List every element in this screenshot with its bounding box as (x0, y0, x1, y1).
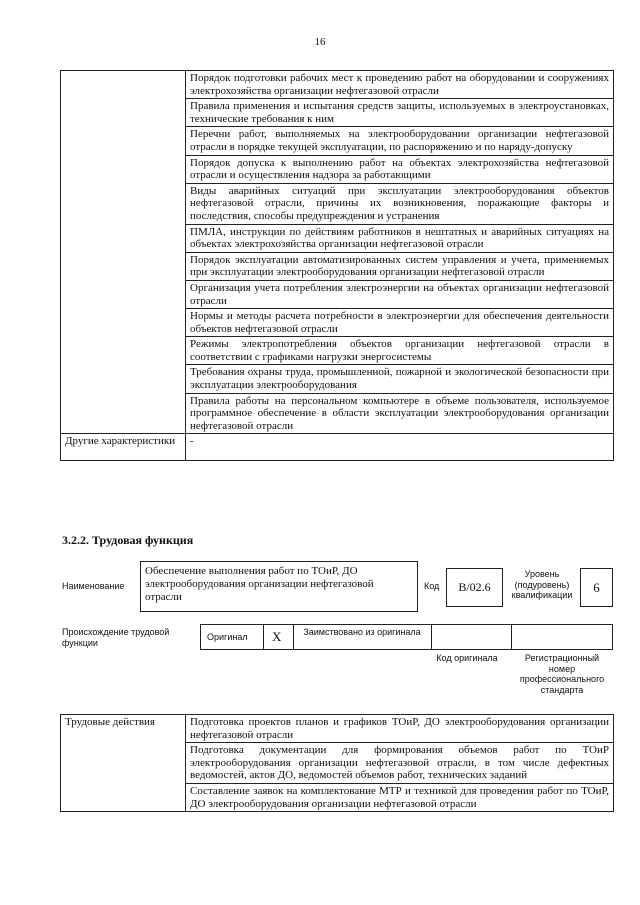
table-cell: Организация учета потребления электроэнергии на объектах организации нефтегазовой отрасли (186, 280, 614, 308)
original-cell (201, 625, 264, 649)
table-cell: Режимы электропотребления объектов организации нефтегазовой отрасли в соответствии с графиками нагрузки энергосистемы (186, 337, 614, 365)
table-cell: ПМЛА, инструкции по действиям работников в нештатных и аварийных ситуациях на объектах электрохозяйства организации нефтегазовой отрасли (186, 224, 614, 252)
origin-label: Происхождение трудовой функции (62, 627, 170, 648)
origin-row (200, 624, 613, 650)
labor-actions-label: Трудовые действия (61, 715, 186, 812)
table-cell: Порядок допуска к выполнению работ на объектах электрохозяйства нефтегазовой отрасли и осуществления надзора за работающими (186, 155, 614, 183)
table-cell: Подготовка проектов планов и графиков ТОиР, ДО электрооборудования организации нефтегазовой отрасли (186, 715, 614, 743)
table-cell: Требования охраны труда, промышленной, пожарной и экологической безопасности при эксплуатации электрооборудования (186, 365, 614, 393)
table-row (61, 434, 614, 461)
table-cell: Порядок эксплуатации автоматизированных систем управления и учета, применяемых при эксплуатации электрооборудования организации нефтегазовой отрасли (186, 252, 614, 280)
borrowed-label: Заимствовано из оригинала (303, 627, 421, 637)
table-cell: Правила применения и испытания средств защиты, используемых в электроустановках, технические требования к ним (186, 99, 614, 127)
code-label: Код (424, 581, 440, 591)
section-title: 3.2.2. Трудовая функция (62, 533, 194, 547)
table-row (61, 715, 614, 743)
table-cell: Правила работы на персональном компьютере в объеме пользователя, используемое программное обеспечение в области эксплуатации электрооборудования организации нефтегазовой отрасли (186, 393, 614, 434)
page-number: 16 (314, 36, 326, 48)
qualification-level: 6 (580, 568, 613, 607)
original-mark: X (272, 629, 282, 644)
table-cell: Подготовка документации для формирования объемов работ по ТОиР электрооборудования организации нефтегазовой отрасли, в том числе дефектных ведомостей, актов ДО, ведомостей объемов работ, технических заданий (186, 743, 614, 784)
other-characteristics-label: Другие характеристики (61, 434, 186, 461)
labor-actions-table (60, 714, 614, 812)
table-cell: Перечни работ, выполняемых на электрооборудовании организации нефтегазовой отрасли в порядке текущей эксплуатации, по распоряжению и по наряду-допуску (186, 127, 614, 155)
reg-number-label: Регистрационный номер профессионального стандарта (519, 653, 605, 695)
original-mark-cell (263, 625, 294, 649)
borrowed-cell (293, 625, 432, 649)
table-cell: Виды аварийных ситуаций при эксплуатации электрооборудования объектов нефтегазовой отрасли, причины их возникновения, поражающие факторы и последствия, способы предупреждения и устранения (186, 183, 614, 224)
table-row (61, 71, 614, 99)
function-code: B/02.6 (446, 568, 503, 607)
table-cell: Составление заявок на комплектование МТР и техникой для проведения работ по ТОиР, ДО электрооборудования организации нефтегазовой отрасли (186, 783, 614, 811)
other-characteristics-value: - (186, 434, 614, 461)
level-label: Уровень (подуровень) квалификации (511, 569, 573, 600)
table-cell: Порядок подготовки рабочих мест к проведению работ на оборудовании и сооружениях электрохозяйства организации нефтегазовой отрасли (186, 71, 614, 99)
name-label: Наименование (62, 581, 125, 591)
original-label: Оригинал (207, 632, 248, 642)
function-name: Обеспечение выполнения работ по ТОиР, ДО электрооборудования организации нефтегазовой отрасли (140, 561, 418, 612)
origin-code-cell (431, 625, 512, 649)
origin-code-label: Код оригинала (436, 653, 498, 663)
table-cell: Нормы и методы расчета потребности в электроэнергии для обеспечения деятельности объектов нефтегазовой отрасли (186, 309, 614, 337)
left-cell-empty (61, 71, 186, 434)
knowledge-table (60, 70, 614, 461)
